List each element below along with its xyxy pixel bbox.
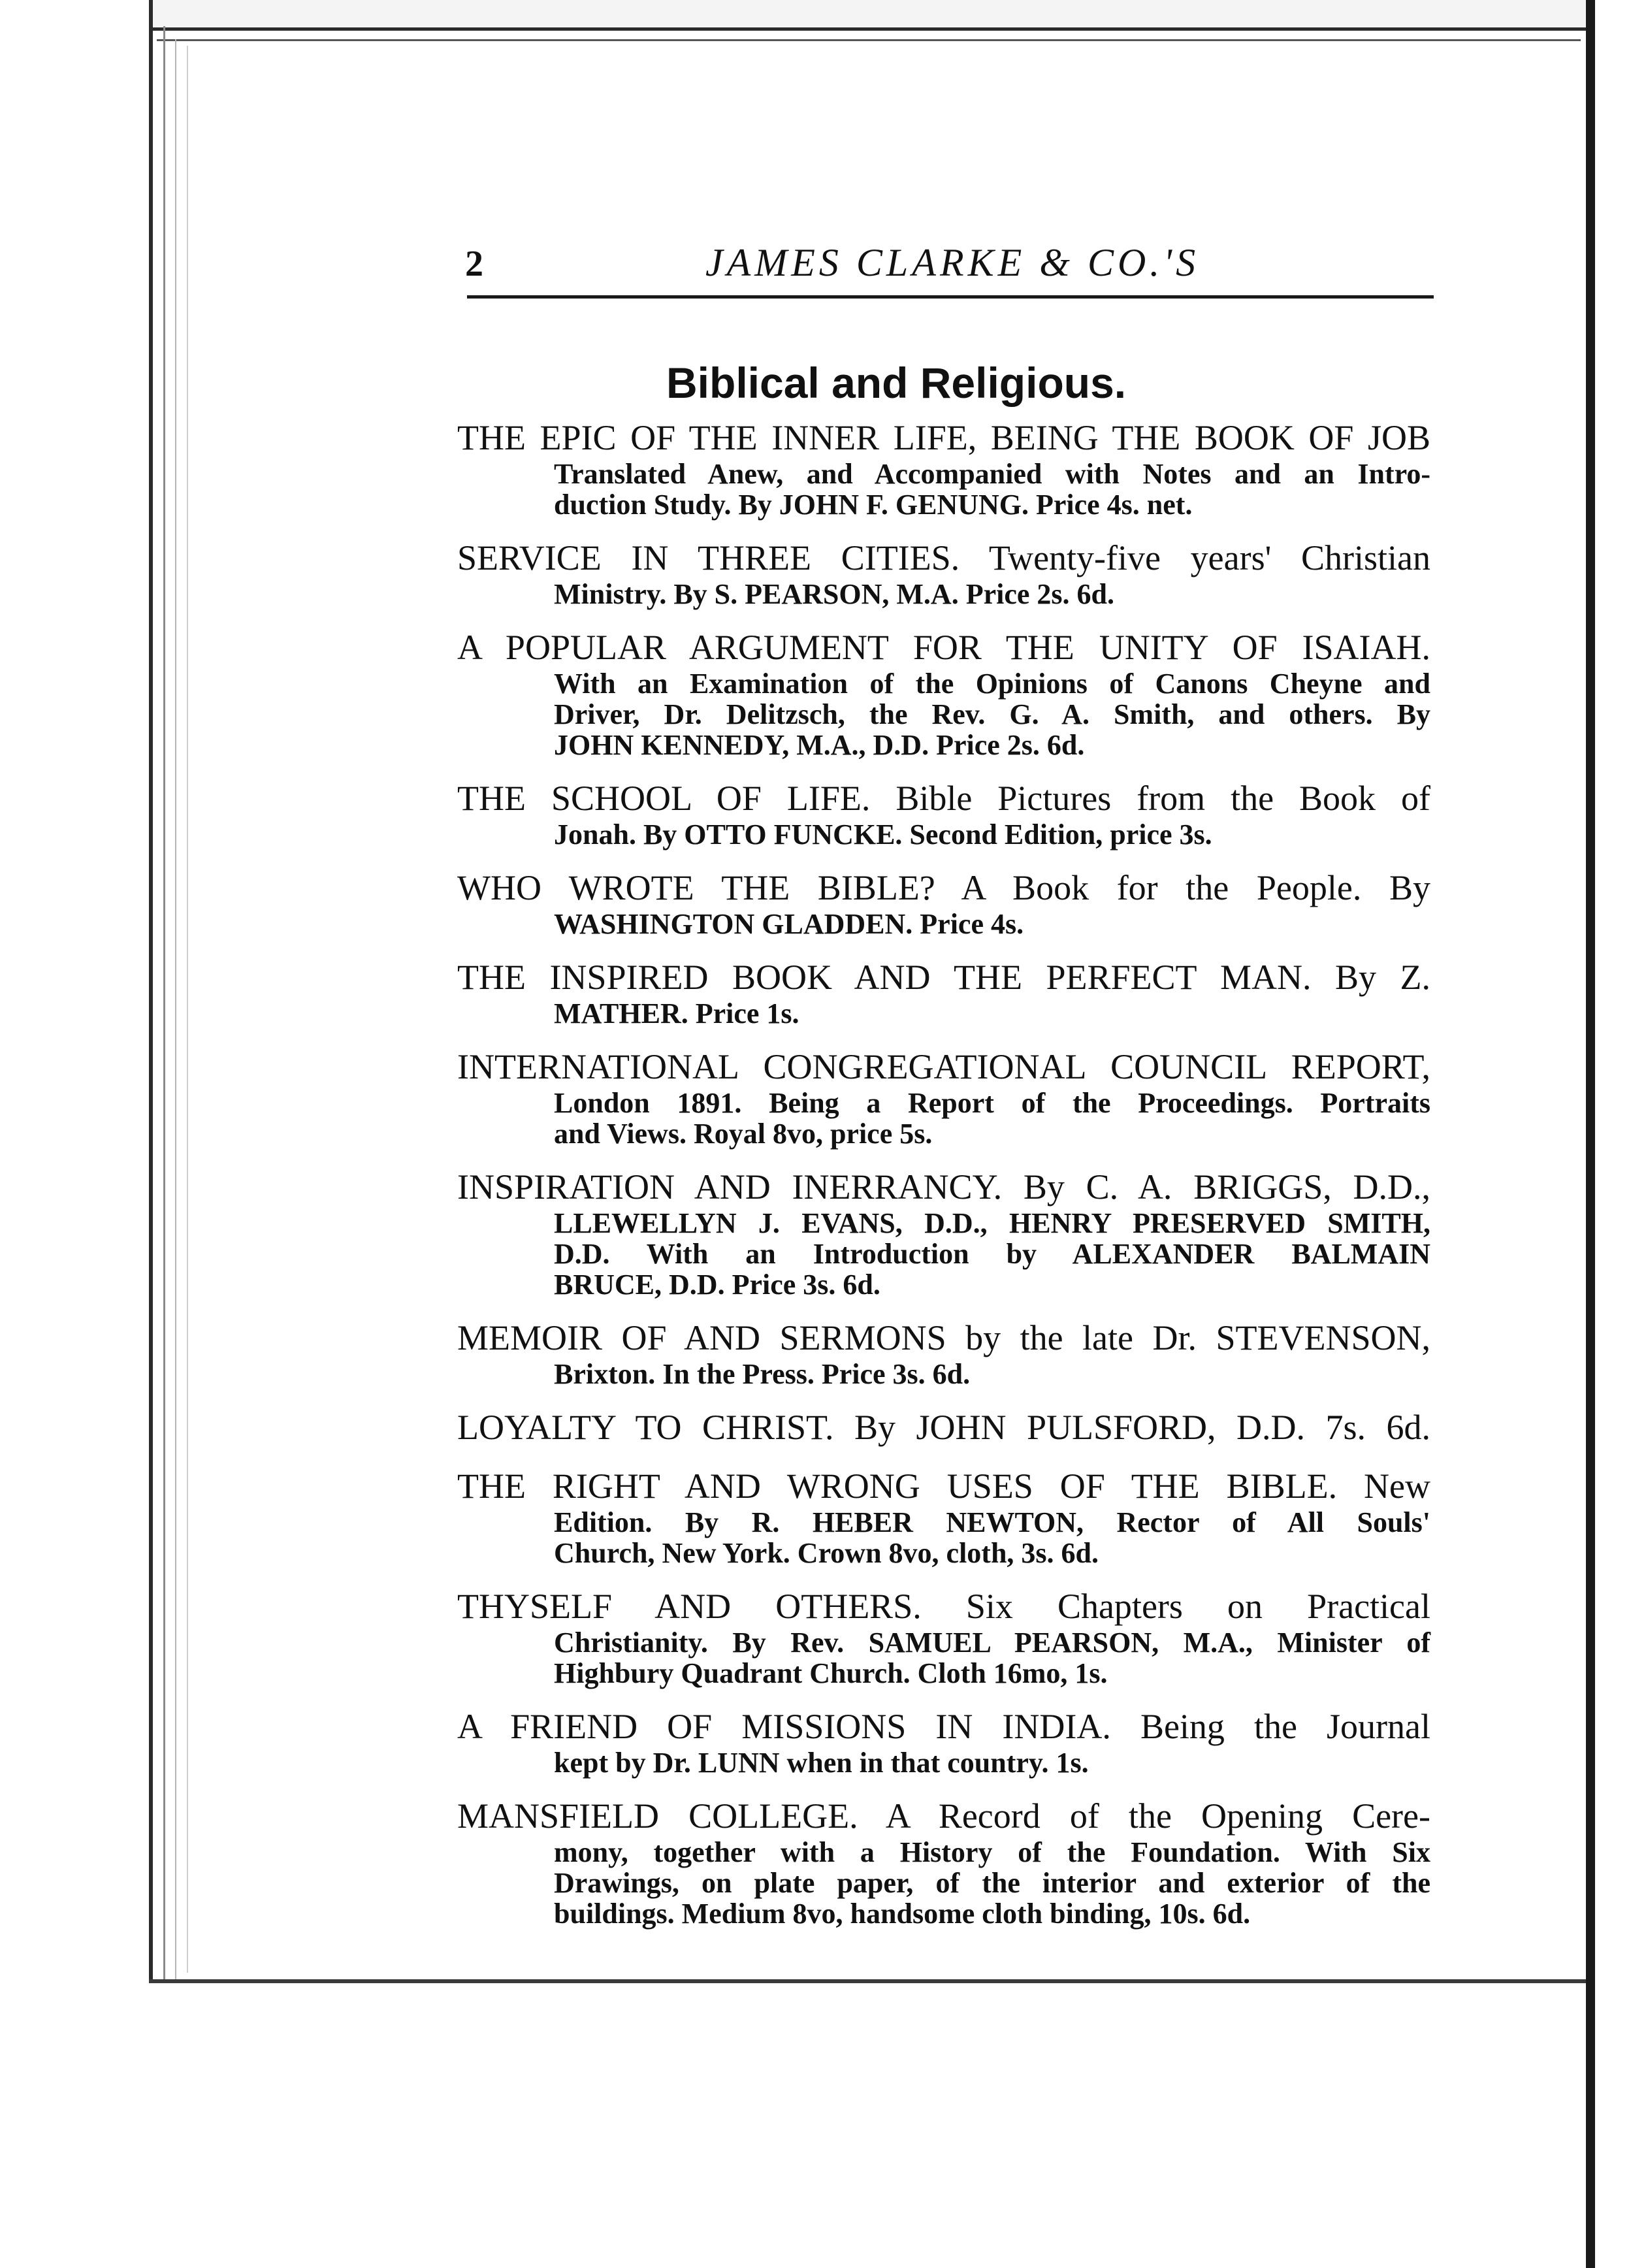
page-stack-edge bbox=[149, 0, 153, 1979]
entry-description-line: mony, together with a History of the Foundation. With Six bbox=[554, 1836, 1430, 1868]
entry-title: MANSFIELD COLLEGE. A Record of the Opening Cere- bbox=[457, 1796, 1430, 1836]
scan-margin bbox=[1595, 0, 1646, 2268]
catalogue-entry bbox=[457, 626, 1430, 760]
entry-title: INTERNATIONAL CONGREGATIONAL COUNCIL REPORT, bbox=[457, 1047, 1430, 1086]
scan-top-edge bbox=[150, 0, 1587, 31]
entry-description-line: With an Examination of the Opinions of Canons Cheyne and bbox=[554, 668, 1430, 700]
entry-description-line: Church, New York. Crown 8vo, cloth, 3s. 6d. bbox=[554, 1537, 1099, 1569]
entry-description-line: Christianity. By Rev. SAMUEL PEARSON, M.A., Minister of bbox=[554, 1627, 1430, 1659]
entry-description-line: Highbury Quadrant Church. Cloth 16mo, 1s. bbox=[554, 1657, 1108, 1689]
catalogue-entry bbox=[457, 1585, 1430, 1689]
entry-title: THYSELF AND OTHERS. Six Chapters on Practical bbox=[457, 1587, 1430, 1626]
entry-description-line: D.D. With an Introduction by ALEXANDER BALMAIN bbox=[554, 1238, 1430, 1270]
entry-title: THE EPIC OF THE INNER LIFE, BEING THE BOOK OF JOB bbox=[457, 418, 1430, 457]
catalogue-entry bbox=[457, 1317, 1430, 1389]
entry-description bbox=[554, 459, 1430, 520]
entry-title: INSPIRATION AND INERRANCY. By C. A. BRIGGS, D.D., bbox=[457, 1167, 1430, 1207]
catalogue-entry bbox=[457, 1706, 1430, 1778]
header-rule bbox=[467, 295, 1434, 299]
entry-title: A FRIEND OF MISSIONS IN INDIA. Being the Journal bbox=[457, 1707, 1430, 1746]
entry-title: SERVICE IN THREE CITIES. Twenty-five years' Christian bbox=[457, 538, 1430, 577]
catalogue-entry bbox=[457, 956, 1430, 1029]
entry-description-line: London 1891. Being a Report of the Proceedings. Portraits bbox=[554, 1087, 1430, 1119]
entry-description-line: MATHER. Price 1s. bbox=[554, 997, 799, 1029]
entry-description-line: buildings. Medium 8vo, handsome cloth binding, 10s. 6d. bbox=[554, 1898, 1251, 1930]
catalogue-entry bbox=[457, 777, 1430, 850]
entry-description-line: Drawings, on plate paper, of the interior and exterior of the bbox=[554, 1867, 1430, 1899]
catalogue-list bbox=[457, 417, 1430, 1946]
section-title: Biblical and Religious. bbox=[666, 359, 1127, 407]
entry-description-line: Translated Anew, and Accompanied with Notes and an Intro- bbox=[554, 458, 1430, 490]
page-stack-edge bbox=[163, 26, 165, 1979]
catalogue-entry bbox=[457, 1046, 1430, 1149]
catalogue-entry bbox=[457, 417, 1430, 520]
entry-description-line: Driver, Dr. Delitzsch, the Rev. G. A. Smith, and others. By bbox=[554, 698, 1430, 730]
entry-description-line: duction Study. By JOHN F. GENUNG. Price 4s. net. bbox=[554, 489, 1193, 521]
entry-title: THE SCHOOL OF LIFE. Bible Pictures from the Book of bbox=[457, 779, 1430, 818]
entry-description-line: WASHINGTON GLADDEN. Price 4s. bbox=[554, 908, 1024, 940]
running-head: JAMES CLARKE & CO.'S bbox=[705, 241, 1200, 284]
entry-description bbox=[554, 1747, 1430, 1778]
entry-title: MEMOIR OF AND SERMONS by the late Dr. STEVENSON, bbox=[457, 1318, 1430, 1357]
catalogue-entry bbox=[457, 537, 1430, 609]
page-number: 2 bbox=[465, 244, 483, 284]
entry-description-line: BRUCE, D.D. Price 3s. 6d. bbox=[554, 1269, 880, 1301]
entry-description bbox=[554, 668, 1430, 760]
catalogue-entry bbox=[457, 1465, 1430, 1568]
entry-title: THE RIGHT AND WRONG USES OF THE BIBLE. New bbox=[457, 1466, 1430, 1506]
entry-description bbox=[554, 1208, 1430, 1300]
entry-description bbox=[554, 909, 1430, 939]
page-stack-edge bbox=[187, 46, 188, 1973]
catalogue-entry bbox=[457, 1406, 1430, 1448]
entry-description bbox=[554, 819, 1430, 850]
entry-description bbox=[554, 1088, 1430, 1149]
entry-description-line: LLEWELLYN J. EVANS, D.D., HENRY PRESERVED SMITH, bbox=[554, 1207, 1430, 1239]
entry-title: WHO WROTE THE BIBLE? A Book for the People. By bbox=[457, 868, 1430, 907]
catalogue-entry bbox=[457, 1795, 1430, 1929]
entry-title: A POPULAR ARGUMENT FOR THE UNITY OF ISAIAH. bbox=[457, 628, 1430, 667]
catalogue-entry bbox=[457, 1166, 1430, 1300]
entry-description-line: Ministry. By S. PEARSON, M.A. Price 2s. 6d. bbox=[554, 578, 1114, 610]
entry-description bbox=[554, 1837, 1430, 1929]
entry-description bbox=[554, 1507, 1430, 1568]
page-bottom-edge bbox=[149, 1979, 1586, 1983]
entry-description-line: JOHN KENNEDY, M.A., D.D. Price 2s. 6d. bbox=[554, 729, 1085, 761]
entry-description bbox=[554, 998, 1430, 1029]
page-gutter-edge bbox=[1586, 0, 1595, 2268]
entry-description-line: and Views. Royal 8vo, price 5s. bbox=[554, 1118, 933, 1150]
entry-description-line: Edition. By R. HEBER NEWTON, Rector of All Souls' bbox=[554, 1506, 1430, 1538]
entry-description bbox=[554, 1627, 1430, 1689]
entry-description bbox=[554, 579, 1430, 609]
scan-top-shadow bbox=[157, 33, 1581, 41]
entry-title: LOYALTY TO CHRIST. By JOHN PULSFORD, D.D. 7s. 6d. bbox=[457, 1408, 1430, 1447]
catalogue-entry bbox=[457, 867, 1430, 939]
entry-title: THE INSPIRED BOOK AND THE PERFECT MAN. By Z. bbox=[457, 958, 1430, 997]
page-stack-edge bbox=[175, 39, 176, 1979]
entry-description-line: Jonah. By OTTO FUNCKE. Second Edition, price 3s. bbox=[554, 818, 1212, 850]
entry-description bbox=[554, 1359, 1430, 1389]
entry-description-line: Brixton. In the Press. Price 3s. 6d. bbox=[554, 1358, 971, 1390]
entry-description-line: kept by Dr. LUNN when in that country. 1s. bbox=[554, 1747, 1089, 1779]
